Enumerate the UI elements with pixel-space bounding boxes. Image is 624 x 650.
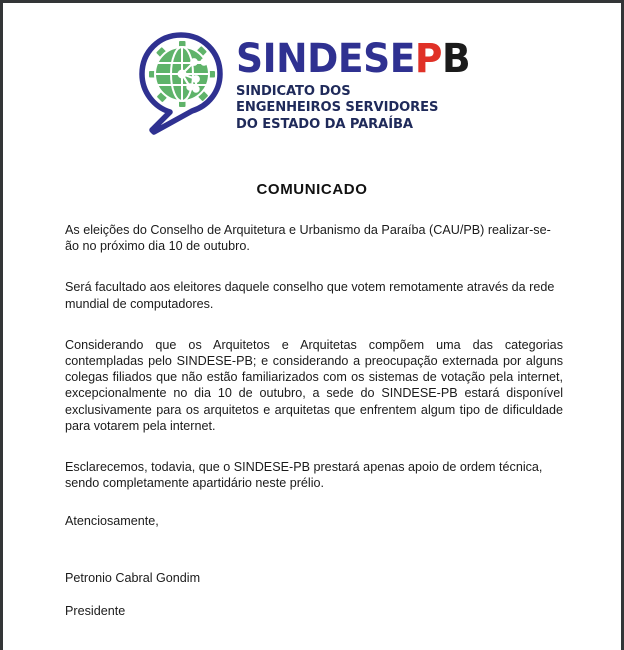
letterhead-subtitle-line-2: ENGENHEIROS SERVIDORES [236, 99, 439, 116]
signature-greeting: Atenciosamente, [65, 514, 159, 529]
letterhead-subtitle-line-1: SINDICATO DOS [236, 82, 351, 99]
letterhead [3, 3, 621, 139]
page-title: COMUNICADO [256, 181, 368, 198]
organization-wordmark [236, 35, 471, 82]
paragraph-4: Esclarecemos, todavia, que o SINDESE-PB prestará apenas apoio de ordem técnica, sendo completamente apartidário neste prélio. [65, 460, 543, 491]
signature-name: Petronio Cabral Gondim [65, 570, 201, 585]
letterhead-subtitle-line-3: DO ESTADO DA PARAÍBA [236, 115, 414, 132]
signature-role: Presidente [65, 603, 126, 618]
paragraph-2: Será facultado aos eleitores daquele conselho que votem remotamente através da rede mundial de computadores. [65, 280, 555, 311]
wordmark-part-dark: B [442, 35, 471, 82]
document-content [3, 198, 621, 619]
wordmark-part-accent: P [415, 35, 443, 82]
paragraph-3: Considerando que os Arquitetos e Arquitetas compõem uma das categorias contempladas pelo SINDESE-PB; e considerando a preocupação externada por alguns colegas filiados que não estão familiarizados com os sistemas de votação pela internet, excepcionalmente no dia 10 de outubro, a sede do SINDESE-PB estará disponível exclusivamente para os arquitetos e arquitetas que enfrentem algum tipo de dificuldade para votarem pela internet. [65, 337, 563, 433]
signature-block [65, 513, 563, 619]
letterhead-text-block [236, 35, 485, 133]
document-body [3, 3, 621, 619]
paragraph-1: As eleições do Conselho de Arquitetura e Urbanismo da Paraíba (CAU/PB) realizar-se-ão no próximo dia 10 de outubro. [65, 223, 551, 254]
sindesepb-globe-gear-emblem-icon [138, 31, 224, 139]
wordmark-part-primary: SINDESE [236, 35, 416, 82]
